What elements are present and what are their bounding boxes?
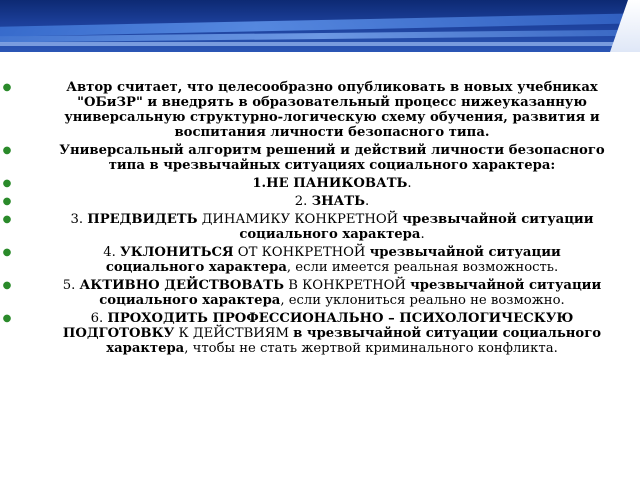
green-bullet-icon: ●	[2, 214, 12, 225]
bullet-text-segment: ДИНАМИКУ КОНКРЕТНОЙ	[197, 212, 403, 227]
bullet-item	[2, 245, 612, 275]
bullet-text-segment: чрезвычайной ситуации социального характера	[99, 278, 602, 308]
bullet-text-segment: чрезвычайной ситуации социального характера	[239, 212, 594, 242]
green-bullet-icon: ●	[2, 280, 12, 291]
bullet-item	[2, 311, 612, 356]
bullet-text-segment: 1.НЕ ПАНИКОВАТЬ	[252, 176, 408, 191]
bullet-item	[2, 212, 612, 242]
bullet-text-segment: 3.	[70, 212, 88, 227]
slide-header-band	[0, 0, 640, 52]
header-corner-notch	[610, 0, 640, 52]
bullet-text-segment: , чтобы не стать жертвой криминального конфликта.	[184, 341, 558, 356]
bullet-item	[2, 143, 612, 173]
green-bullet-icon: ●	[2, 196, 12, 207]
bullet-text-segment: 5.	[62, 278, 80, 293]
bullet-text-segment: 4.	[103, 245, 121, 260]
bullet-text-segment: Универсальный алгоритм решений и действий личности безопасного типа в чрезвычайных ситуациях социального характера:	[59, 143, 605, 173]
bullet-text-segment: в чрезвычайной ситуации социального характера	[106, 326, 602, 356]
bullet-text-segment: , если имеется реальная возможность.	[286, 260, 559, 275]
bullet-text-segment: АКТИВНО ДЕЙСТВОВАТЬ	[79, 278, 284, 293]
green-bullet-icon: ●	[2, 82, 12, 93]
bullet-text-segment: 6.	[90, 311, 108, 326]
header-light-bar	[0, 42, 640, 46]
bullet-text-segment: К ДЕЙСТВИЯМ	[174, 326, 294, 341]
green-bullet-icon: ●	[2, 178, 12, 189]
bullet-text-segment: ЗНАТЬ	[311, 194, 365, 209]
bullet-text-segment: чрезвычайной ситуации социального характера	[105, 245, 561, 275]
bullet-text-segment: .	[420, 227, 425, 242]
bullet-text-segment: УКЛОНИТЬСЯ	[120, 245, 234, 260]
green-bullet-icon: ●	[2, 247, 12, 258]
green-bullet-icon: ●	[2, 145, 12, 156]
bullet-text-segment: ПРЕДВИДЕТЬ	[87, 212, 198, 227]
bullet-text-segment: .	[407, 176, 412, 191]
bullet-text-segment: .	[365, 194, 370, 209]
bullet-text-segment: , если уклониться реально не возможно.	[280, 293, 565, 308]
green-bullet-icon: ●	[2, 313, 12, 324]
bullet-item	[2, 194, 612, 209]
bullet-text-segment: Автор считает, что целесообразно опубликовать в новых учебниках "ОБиЗР" и внедрять в образовательный процесс нижеуказанную универсальную структурно-логическую схему обучения, развития и воспитания личности безопасного типа.	[64, 80, 600, 140]
bullet-item	[2, 176, 612, 191]
bullet-text-segment: 2.	[294, 194, 312, 209]
bullet-item	[2, 278, 612, 308]
bullet-item	[2, 80, 612, 140]
bullet-text-segment: ПРОХОДИТЬ ПРОФЕССИОНАЛЬНО – ПСИХОЛОГИЧЕСКУЮ ПОДГОТОВКУ	[62, 311, 574, 341]
bullet-text-segment: ОТ КОНКРЕТНОЙ	[233, 245, 370, 260]
bullet-text-segment: В КОНКРЕТНОЙ	[284, 278, 411, 293]
slide-body	[2, 80, 612, 359]
